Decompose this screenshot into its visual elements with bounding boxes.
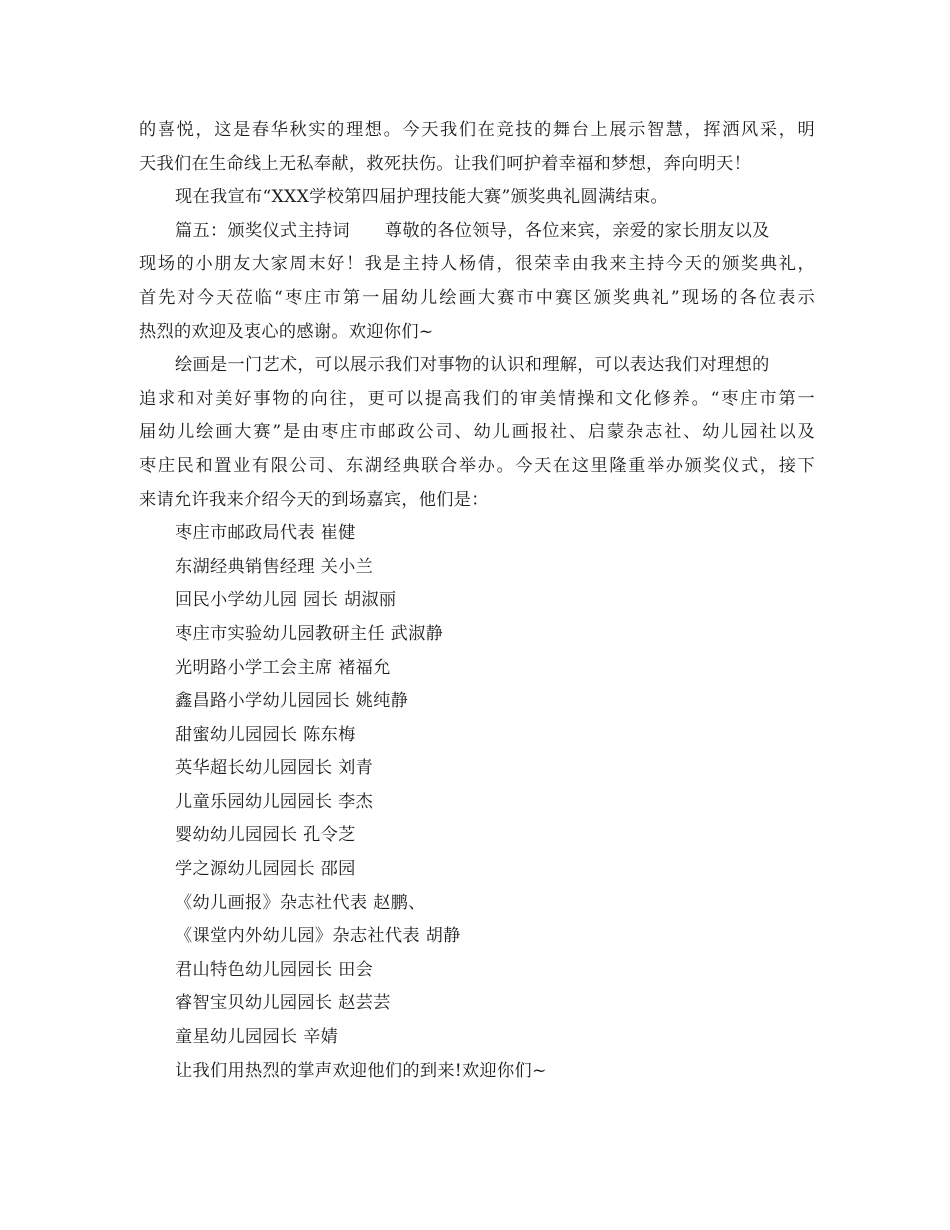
painting-paragraph-line-1: 绘画是一门艺术，可以展示我们对事物的认识和理解，可以表达我们对理想的 xyxy=(175,355,770,376)
guest-list-item: 童星幼儿园园长 辛婧 xyxy=(175,1027,339,1048)
guest-list-item: 《课堂内外幼儿园》杂志社代表 胡静 xyxy=(175,926,461,947)
announce-paragraph: 现在我宣布“XXX学校第四届护理技能大赛”颁奖典礼圆满结束。 xyxy=(175,187,668,208)
closing-paragraph-line-1: 的喜悦，这是春华秋实的理想。今天我们在竞技的舞台上展示智慧，挥洒风采，明 xyxy=(139,120,815,140)
guest-list-item: 枣庄市邮政局代表 崔健 xyxy=(175,523,356,544)
closing-paragraph-line-2: 天我们在生命线上无私奉献，救死扶伤。让我们呵护着幸福和梦想，奔向明天！ xyxy=(139,153,752,174)
guest-list-item: 光明路小学工会主席 褚福允 xyxy=(175,657,391,678)
guest-list-item: 鑫昌路小学幼儿园园长 姚纯静 xyxy=(175,691,409,712)
painting-paragraph-line-4: 枣庄民和置业有限公司、东湖经典联合举办。今天在这里隆重举办颁奖仪式，接下 xyxy=(139,455,815,476)
guest-list-item: 枣庄市实验幼儿园教研主任 武淑静 xyxy=(175,623,444,644)
guest-list-item: 睿智宝贝幼儿园园长 赵芸芸 xyxy=(175,993,391,1014)
guest-list-item: 东湖经典销售经理 关小兰 xyxy=(175,556,374,577)
guest-list-item: 英华超长幼儿园园长 刘青 xyxy=(175,758,374,779)
guest-list-item: 婴幼幼儿园园长 孔令芝 xyxy=(175,825,356,846)
guest-list-item: 回民小学幼儿园 园长 胡淑丽 xyxy=(175,590,397,611)
part5-paragraph-line-1: 篇五：颁奖仪式主持词 尊敬的各位领导，各位来宾，亲爱的家长朋友以及 xyxy=(175,220,770,241)
guest-list-item: 学之源幼儿园园长 邵园 xyxy=(175,859,356,880)
guest-list-item: 君山特色幼儿园园长 田会 xyxy=(175,959,374,980)
part5-paragraph-line-3: 首先对今天莅临“枣庄市第一届幼儿绘画大赛市中赛区颁奖典礼”现场的各位表示 xyxy=(139,287,815,308)
welcome-line: 让我们用热烈的掌声欢迎他们的到来!欢迎你们~ xyxy=(175,1060,547,1081)
part5-paragraph-line-4: 热烈的欢迎及衷心的感谢。欢迎你们~ xyxy=(139,321,434,342)
document-body xyxy=(139,114,815,1088)
painting-paragraph-line-5: 来请允许我来介绍今天的到场嘉宾，他们是： xyxy=(139,489,489,510)
part5-paragraph-line-2: 现场的小朋友大家周末好！我是主持人杨倩，很荣幸由我来主持今天的颁奖典礼， xyxy=(139,254,815,275)
guest-list-item: 甜蜜幼儿园园长 陈东梅 xyxy=(175,724,356,745)
guest-list-item: 儿童乐园幼儿园园长 李杰 xyxy=(175,791,374,812)
painting-paragraph-line-3: 届幼儿绘画大赛”是由枣庄市邮政公司、幼儿画报社、启蒙杂志社、幼儿园社以及 xyxy=(139,422,815,443)
painting-paragraph-line-2: 追求和对美好事物的向往，更可以提高我们的审美情操和文化修养。“枣庄市第一 xyxy=(139,388,815,409)
guest-list-item: 《幼儿画报》杂志社代表 赵鹏、 xyxy=(175,892,426,913)
